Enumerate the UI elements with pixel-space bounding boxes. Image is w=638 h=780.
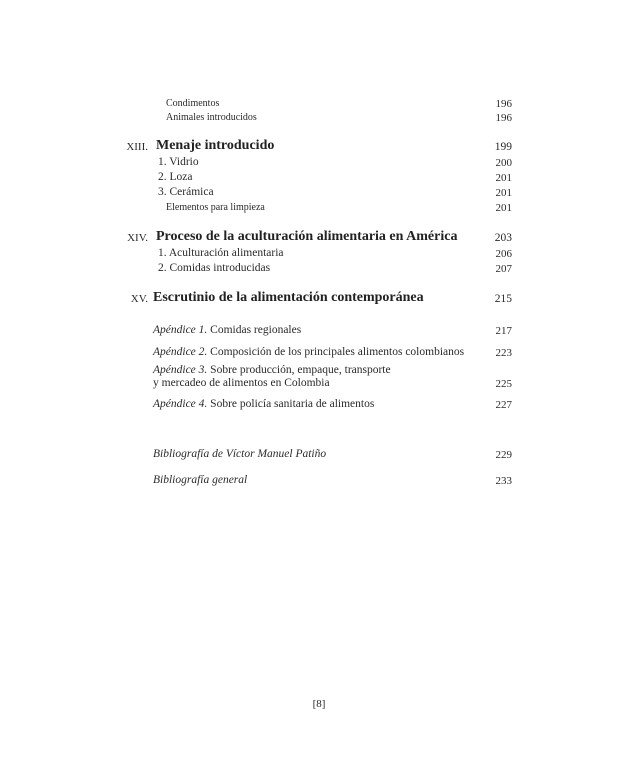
appendix-3-text: Sobre producción, empaque, transporte xyxy=(210,364,391,376)
bibliography-general-label: Bibliografía general xyxy=(153,474,248,486)
toc-entry-limpieza: Elementos para limpieza xyxy=(166,202,265,213)
toc-entry-comidas: 2. Comidas introducidas xyxy=(158,262,271,274)
toc-entry-animales: Animales introducidos xyxy=(166,112,257,123)
page-number: [8] xyxy=(312,698,326,710)
chapter-numeral-xiv: XIV. xyxy=(127,232,148,244)
appendix-2-text: Composición de los principales alimentos colombianos xyxy=(210,346,465,358)
toc-entry-aculturacion: 1. Aculturación alimentaria xyxy=(158,247,284,259)
chapter-title-xiv: Proceso de la aculturación alimentaria en América xyxy=(156,229,458,244)
appendix-4-page: 227 xyxy=(495,399,512,411)
chapter-title-xiii: Menaje introducido xyxy=(156,138,275,153)
appendix-1-text: Comidas regionales xyxy=(210,324,302,336)
appendix-3-prefix: Apéndice 3. xyxy=(153,364,208,376)
toc-page-vidrio: 200 xyxy=(495,157,512,169)
chapter-title-xv: Escrutinio de la alimentación contemporánea xyxy=(153,290,424,305)
appendix-1-prefix: Apéndice 1. xyxy=(153,324,208,336)
toc-page-condimentos: 196 xyxy=(495,98,512,110)
appendix-2-page: 223 xyxy=(495,347,512,359)
bibliography-general-entry xyxy=(153,474,247,486)
bibliography-author-page: 229 xyxy=(495,449,512,461)
toc-page-comidas: 207 xyxy=(495,263,512,275)
toc-page-limpieza: 201 xyxy=(495,202,512,214)
appendix-4-text: Sobre policía sanitaria de alimentos xyxy=(210,398,375,410)
bibliography-general-page: 233 xyxy=(495,475,512,487)
toc-page-animales: 196 xyxy=(495,112,512,124)
bibliography-author-label: Bibliografía de Víctor Manuel Patiño xyxy=(153,448,327,460)
toc-page-loza: 201 xyxy=(495,172,512,184)
chapter-page-xiv: 203 xyxy=(494,232,512,244)
appendix-3-page: 225 xyxy=(495,378,512,390)
toc-page-ceramica: 201 xyxy=(495,187,512,199)
appendix-2-entry xyxy=(153,346,464,358)
chapter-numeral-xiii: XIII. xyxy=(126,141,148,153)
bibliography-author-entry xyxy=(153,448,326,460)
appendix-1-entry xyxy=(153,324,301,336)
toc-entry-vidrio: 1. Vidrio xyxy=(158,156,199,168)
appendix-4-prefix: Apéndice 4. xyxy=(153,398,208,410)
chapter-page-xv: 215 xyxy=(494,293,512,305)
chapter-numeral-xv: XV. xyxy=(130,293,148,305)
chapter-page-xiii: 199 xyxy=(494,141,512,153)
appendix-3-text-line2: y mercadeo de alimentos en Colombia xyxy=(153,377,330,389)
toc-entry-condimentos: Condimentos xyxy=(166,98,220,109)
toc-entry-ceramica: 3. Cerámica xyxy=(158,186,214,198)
appendix-4-entry xyxy=(153,398,374,410)
appendix-3-entry xyxy=(153,364,391,376)
toc-entry-loza: 2. Loza xyxy=(158,171,193,183)
appendix-2-prefix: Apéndice 2. xyxy=(153,346,208,358)
toc-page-aculturacion: 206 xyxy=(495,248,512,260)
appendix-1-page: 217 xyxy=(495,325,512,337)
